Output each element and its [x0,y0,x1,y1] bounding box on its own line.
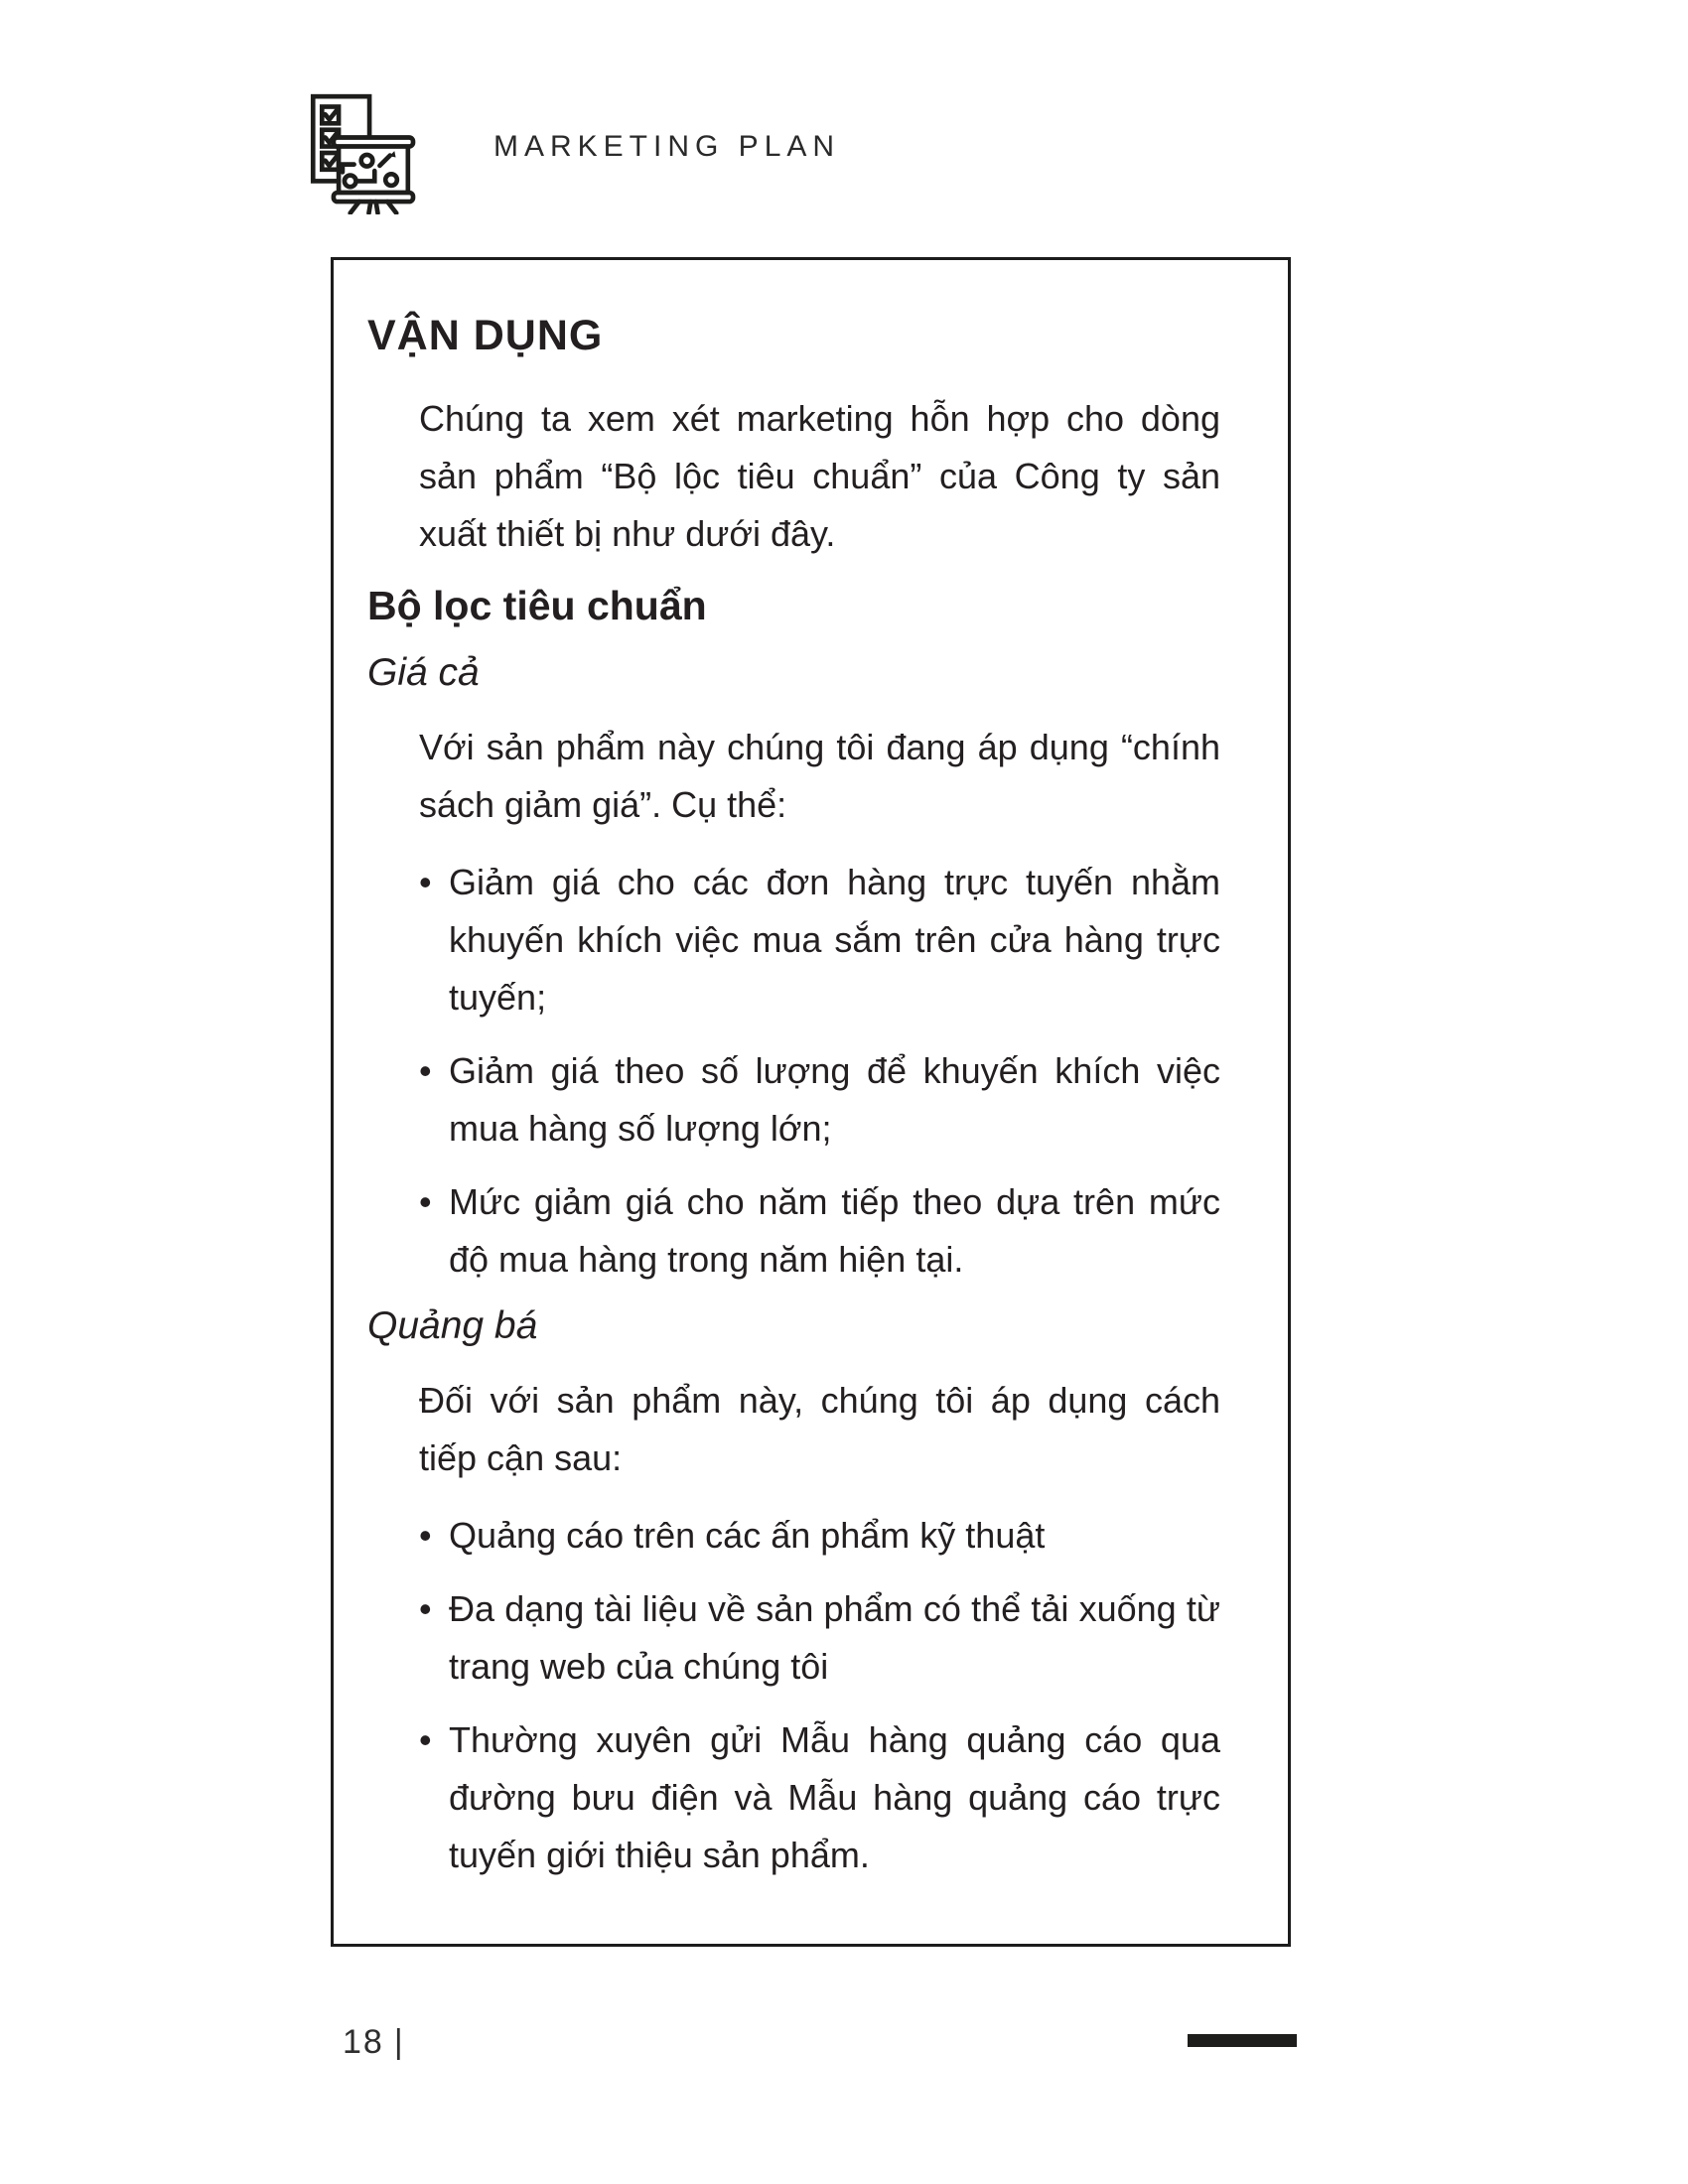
subheading-promotion: Quảng bá [367,1304,538,1347]
list-item: • Giảm giá theo số lượng để khuyến khích việc mua hàng số lượng lớn; [419,1042,1220,1158]
page-number [343,2023,405,2062]
subheading-price: Giá cả [367,651,480,694]
list-item: • Mức giảm giá cho năm tiếp theo dựa trên mức độ mua hàng trong năm hiện tại. [419,1173,1220,1289]
list-item: • Giảm giá cho các đơn hàng trực tuyến nhằm khuyến khích việc mua sắm trên cửa hàng trực tuyến; [419,854,1220,1026]
application-box [331,257,1291,1947]
price-bullet-list [419,854,1220,1289]
presentation-checklist-icon [284,91,419,214]
product-heading: Bộ lọc tiêu chuẩn [367,583,707,628]
page-number-value: 18 [343,2023,384,2061]
promotion-lead-paragraph: Đối với sản phẩm này, chúng tôi áp dụng cách tiếp cận sau: [419,1380,1220,1478]
list-item: • Đa dạng tài liệu về sản phẩm có thể tải xuống từ trang web của chúng tôi [419,1580,1220,1696]
box-title: VẬN DỤNG [367,312,604,359]
page-header-title: MARKETING PLAN [493,130,841,163]
promotion-bullet-list [419,1507,1220,1884]
list-item: • Thường xuyên gửi Mẫu hàng quảng cáo qua đường bưu điện và Mẫu hàng quảng cáo trực tuyến giới thiệu sản phẩm. [419,1711,1220,1884]
intro-paragraph: Chúng ta xem xét marketing hỗn hợp cho dòng sản phẩm “Bộ lộc tiêu chuẩn” của Công ty sản xuất thiết bị như dưới đây. [419,398,1220,554]
page-number-separator: | [393,2023,405,2061]
price-lead-paragraph: Với sản phẩm này chúng tôi đang áp dụng “chính sách giảm giá”. Cụ thể: [419,727,1220,825]
list-item: • Quảng cáo trên các ấn phẩm kỹ thuật [419,1507,1220,1565]
footer-rule [1188,2034,1297,2047]
